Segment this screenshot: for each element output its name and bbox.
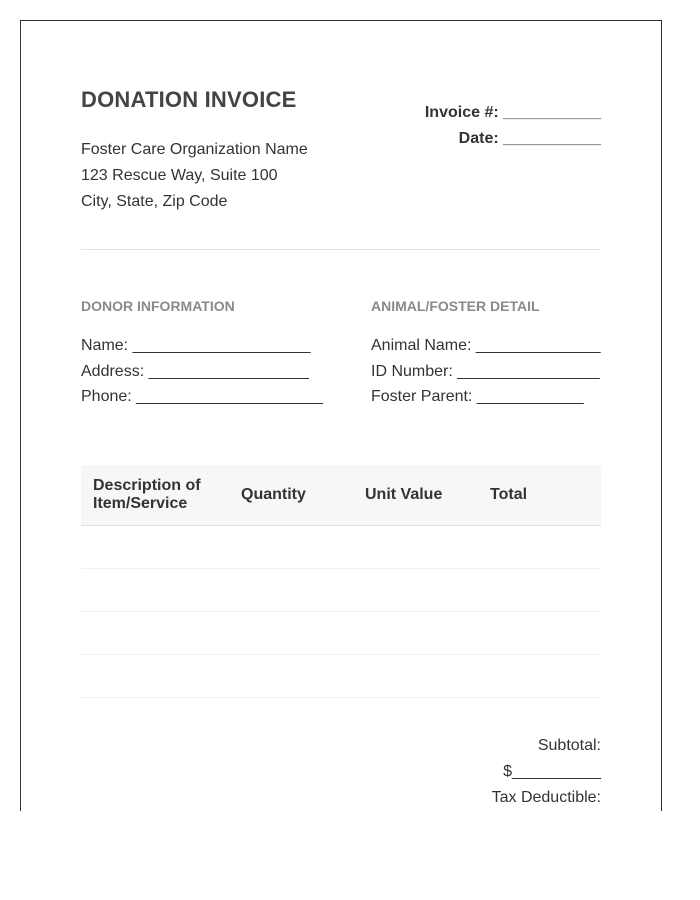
- subtotal-label: Subtotal:: [537, 737, 601, 754]
- donor-name-field[interactable]: Name: ____________________: [81, 337, 311, 354]
- column-header-description: Description of Item/Service: [93, 477, 201, 512]
- organization-name: Foster Care Organization Name: [81, 141, 308, 158]
- foster-parent-field[interactable]: Foster Parent: ____________: [371, 388, 584, 405]
- invoice-summary: [492, 733, 601, 811]
- items-table: [81, 465, 601, 698]
- donor-phone-field[interactable]: Phone: _____________________: [81, 388, 324, 405]
- invoice-date-field[interactable]: Date: ___________: [458, 130, 601, 147]
- animal-id-field[interactable]: ID Number: ________________: [371, 362, 600, 380]
- table-row[interactable]: [81, 569, 601, 612]
- donor-section-heading: DONOR INFORMATION: [81, 298, 235, 314]
- invoice-meta: [425, 100, 601, 152]
- table-row[interactable]: [81, 526, 601, 569]
- header-divider: [81, 249, 601, 250]
- table-header: [81, 465, 601, 526]
- donor-address-field[interactable]: Address: __________________: [81, 362, 309, 380]
- animal-section-heading: ANIMAL/FOSTER DETAIL: [371, 298, 540, 314]
- organization-block: [81, 137, 308, 215]
- column-header-quantity: Quantity: [241, 486, 306, 503]
- column-header-unit-value: Unit Value: [365, 486, 443, 503]
- table-row[interactable]: [81, 612, 601, 655]
- subtotal-value-field[interactable]: $__________: [503, 763, 601, 780]
- invoice-title: DONATION INVOICE: [81, 87, 297, 112]
- column-header-total: Total: [490, 486, 528, 503]
- animal-name-field[interactable]: Animal Name: ______________: [371, 337, 601, 354]
- animal-fields: [371, 333, 601, 410]
- invoice-page: [20, 20, 662, 811]
- donor-fields: [81, 333, 323, 410]
- table-row[interactable]: [81, 655, 601, 698]
- organization-address-line1: 123 Rescue Way, Suite 100: [81, 167, 278, 184]
- invoice-number-field[interactable]: Invoice #: ___________: [424, 104, 601, 121]
- tax-deductible-label: Tax Deductible:: [491, 789, 601, 806]
- organization-address-line2: City, State, Zip Code: [81, 193, 228, 210]
